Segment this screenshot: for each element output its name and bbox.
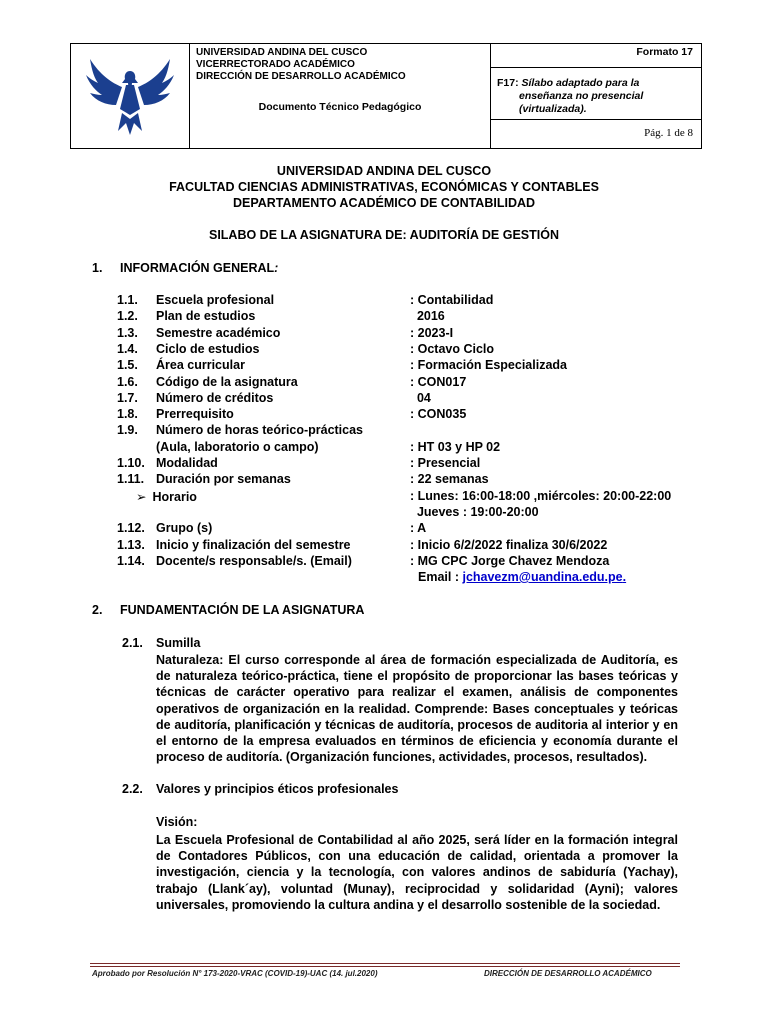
info-row-label: Código de la asignatura xyxy=(156,375,298,389)
title-faculty: FACULTAD CIENCIAS ADMINISTRATIVAS, ECONÓMICAS Y CONTABLES xyxy=(169,180,599,194)
header-center-cell xyxy=(190,44,491,148)
email-link[interactable]: jchavezm@uandina.edu.pe xyxy=(462,570,623,584)
title-department: DEPARTAMENTO ACADÉMICO DE CONTABILIDAD xyxy=(232,196,536,210)
info-row-number: 1.8. xyxy=(117,407,138,421)
info-row-value: 04 xyxy=(410,391,431,405)
info-row-value: : A xyxy=(410,521,427,535)
info-row-label-text: Horario xyxy=(152,490,197,504)
footer-direction: DIRECCIÓN DE DESARROLLO ACADÉMICO xyxy=(484,969,652,978)
header-right-cell xyxy=(491,44,701,148)
info-row-label: Ciclo de estudios xyxy=(156,342,260,356)
header-box xyxy=(70,43,702,149)
header-f17-line3: (virtualizada). xyxy=(519,103,587,115)
header-formato: Formato 17 xyxy=(491,44,701,68)
info-row-number: 1.3. xyxy=(117,326,138,340)
header-f17-code: F17: xyxy=(497,77,519,89)
info-row-label: (Aula, laboratorio o campo) xyxy=(156,440,319,454)
sumilla-title: Sumilla xyxy=(156,636,201,650)
info-row-value: : 2023-I xyxy=(410,326,454,340)
info-row-number: 1.9. xyxy=(117,423,138,437)
section2-title: FUNDAMENTACIÓN DE LA ASIGNATURA xyxy=(120,603,365,617)
vision-text: La Escuela Profesional de Contabilidad al año 2025, será líder en la formación integral de Contadores Públicos, con una educación de calidad, orientada a promover la investigación, ciencia y la tecnología, con valores andinos de sabiduría (Yachay), trabajo (Llank´ay), voluntad (Munay), reciprocidad y solidaridad (Ayni); valores universales, promoviendo la cultura andina y el desarrollo sostenible de la sociedad. xyxy=(156,833,678,912)
footer-approval: Aprobado por Resolución N° 173-2020-VRAC (COVID-19)-UAC (14. jul.2020) xyxy=(92,969,378,978)
info-row-label: Modalidad xyxy=(156,456,218,470)
header-doc-type: Documento Técnico Pedagógico xyxy=(258,101,422,113)
header-direccion: DIRECCIÓN DE DESARROLLO ACADÉMICO xyxy=(196,71,406,82)
info-row-value: : Inicio 6/2/2022 finaliza 30/6/2022 xyxy=(410,538,608,552)
header-f17-line1: Sílabo adaptado para la xyxy=(521,77,640,89)
sumilla-number: 2.1. xyxy=(122,636,143,650)
info-row-number: 1.4. xyxy=(117,342,138,356)
info-row-value: : Lunes: 16:00-18:00 ,miércoles: 20:00-22:00 xyxy=(410,489,672,503)
info-row-value: Jueves : 19:00-20:00 xyxy=(410,505,539,519)
info-row-label: Prerrequisito xyxy=(156,407,234,421)
info-row-value: : Presencial xyxy=(410,456,481,470)
info-row-value: : Octavo Ciclo xyxy=(410,342,495,356)
info-row-label: Semestre académico xyxy=(156,326,281,340)
info-row-number: 1.13. xyxy=(117,538,145,552)
info-row-number: 1.10. xyxy=(117,456,145,470)
vision-title: Visión: xyxy=(156,815,198,829)
info-row-value: : CON017 xyxy=(410,375,467,389)
info-row-number: 1.11. xyxy=(117,472,145,486)
header-university: UNIVERSIDAD ANDINA DEL CUSCO xyxy=(196,47,368,58)
info-row-value: : CON035 xyxy=(410,407,467,421)
info-row-number: 1.14. xyxy=(117,554,145,568)
info-row-label: Grupo (s) xyxy=(156,521,213,535)
section1-heading xyxy=(120,261,278,275)
info-row-label: Área curricular xyxy=(156,358,245,372)
title-university: UNIVERSIDAD ANDINA DEL CUSCO xyxy=(276,164,492,178)
info-row-label: Docente/s responsable/s. (Email) xyxy=(156,554,352,568)
info-row-label: Duración por semanas xyxy=(156,472,291,486)
info-row-label: Plan de estudios xyxy=(156,309,256,323)
info-row-label: Inicio y finalización del semestre xyxy=(156,538,351,552)
info-row-label: Escuela profesional xyxy=(156,293,275,307)
values-number: 2.2. xyxy=(122,782,143,796)
section2-number: 2. xyxy=(92,603,103,617)
email-label: Email : xyxy=(418,570,463,584)
header-f17-line2: enseñanza no presencial xyxy=(519,90,644,102)
header-vicerrectorado: VICERRECTORADO ACADÉMICO xyxy=(196,59,355,70)
eagle-logo-icon xyxy=(82,53,178,139)
info-row-value: : Contabilidad xyxy=(410,293,494,307)
info-row-number: 1.7. xyxy=(117,391,138,405)
section1-colon: : xyxy=(274,261,279,275)
header-f17 xyxy=(491,68,701,120)
logo-cell xyxy=(71,44,190,148)
values-title: Valores y principios éticos profesionales xyxy=(156,782,399,796)
info-row-number: 1.6. xyxy=(117,375,138,389)
section1-number: 1. xyxy=(92,261,103,275)
info-row-value: : Formación Especializada xyxy=(410,358,567,372)
info-row-label: Número de créditos xyxy=(156,391,274,405)
sumilla-text: Naturaleza: El curso corresponde al área de formación especializada de Auditoría, es de naturaleza teórico-práctica, tiene el propósito de proporcionar las bases teóricas y técnicas de carácter operativo para realizar el examen, análisis de componentes operativos de organización en la realidad. Comprende: Bases conceptuales y teóricas de auditoría, planificación y técnicas de auditoría, procesos de auditoria al interior y en el entorno de la empresa evaluados en términos de eficiencia y economía durante el proceso de auditoría. (Organización funciones, actividades, procesos, resultados). xyxy=(156,653,678,765)
arrow-bullet-icon: ➢ xyxy=(136,490,147,504)
email-line xyxy=(418,570,626,584)
email-tail: . xyxy=(622,570,627,584)
info-row-number: 1.1. xyxy=(117,293,138,307)
header-page-number: Pág. 1 de 8 xyxy=(644,127,693,139)
info-row-label: Número de horas teórico-prácticas xyxy=(156,423,364,437)
info-row-value: : HT 03 y HP 02 xyxy=(410,440,501,454)
info-row-value: : 22 semanas xyxy=(410,472,489,486)
footer-rule-top xyxy=(90,963,680,964)
footer-rule-bottom xyxy=(90,966,680,967)
info-row-number: 1.2. xyxy=(117,309,138,323)
info-row-number: 1.5. xyxy=(117,358,138,372)
section1-title: INFORMACIÓN GENERAL xyxy=(120,261,275,275)
info-row-value: : MG CPC Jorge Chavez Mendoza xyxy=(410,554,610,568)
title-syllabus: SILABO DE LA ASIGNATURA DE: AUDITORÍA DE GESTIÓN xyxy=(208,228,559,242)
info-row-value: 2016 xyxy=(410,309,445,323)
info-row-number: 1.12. xyxy=(117,521,145,535)
info-row-label xyxy=(136,489,197,504)
